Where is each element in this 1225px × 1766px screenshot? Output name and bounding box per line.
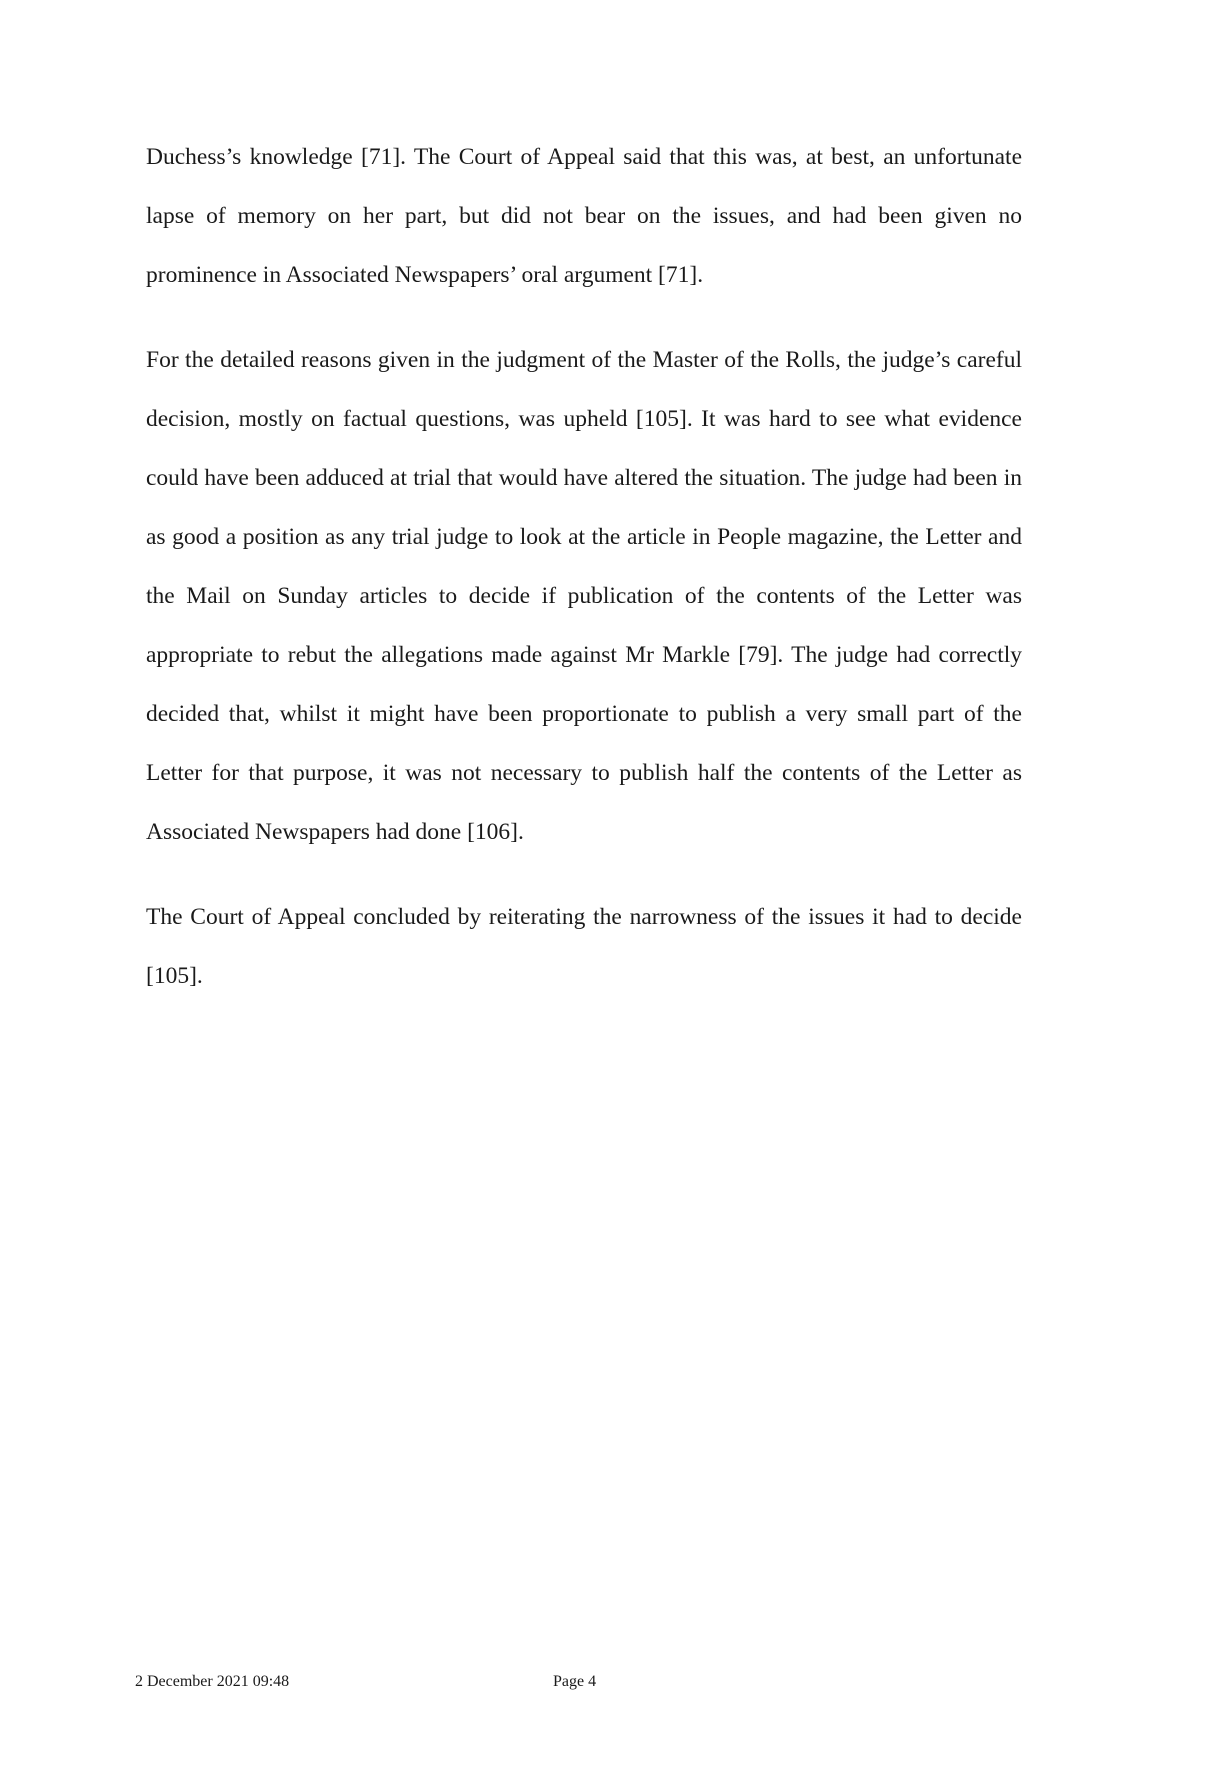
footer-timestamp: 2 December 2021 09:48 — [135, 1673, 290, 1690]
paragraph-2: For the detailed reasons given in the judgment of the Master of the Rolls, the judge’s careful decision, mostly on factual questions, was upheld [105]. It was hard to see what evidence could have been adduced at trial that would have altered the situation. The judge had been in as good a position as any trial judge to look at the article in People magazine, the Letter and the Mail on Sunday articles to decide if publication of the contents of the Letter was appropriate to rebut the allegations made against Mr Markle [79]. The judge had correctly decided that, whilst it might have been proportionate to publish a very small part of the Letter for that purpose, it was not necessary to publish half the contents of the Letter as Associated Newspapers had done [106]. — [146, 347, 1022, 845]
paragraph-3: The Court of Appeal concluded by reiterating the narrowness of the issues it had to decide [105]. — [146, 904, 1022, 989]
paragraph-1: Duchess’s knowledge [71]. The Court of Appeal said that this was, at best, an unfortunate lapse of memory on her part, but did not bear on the issues, and had been given no prominence in Associated Newspapers’ oral argument [71]. — [146, 144, 1022, 288]
footer-page-number: Page 4 — [553, 1673, 597, 1690]
document-body — [146, 128, 1022, 1032]
